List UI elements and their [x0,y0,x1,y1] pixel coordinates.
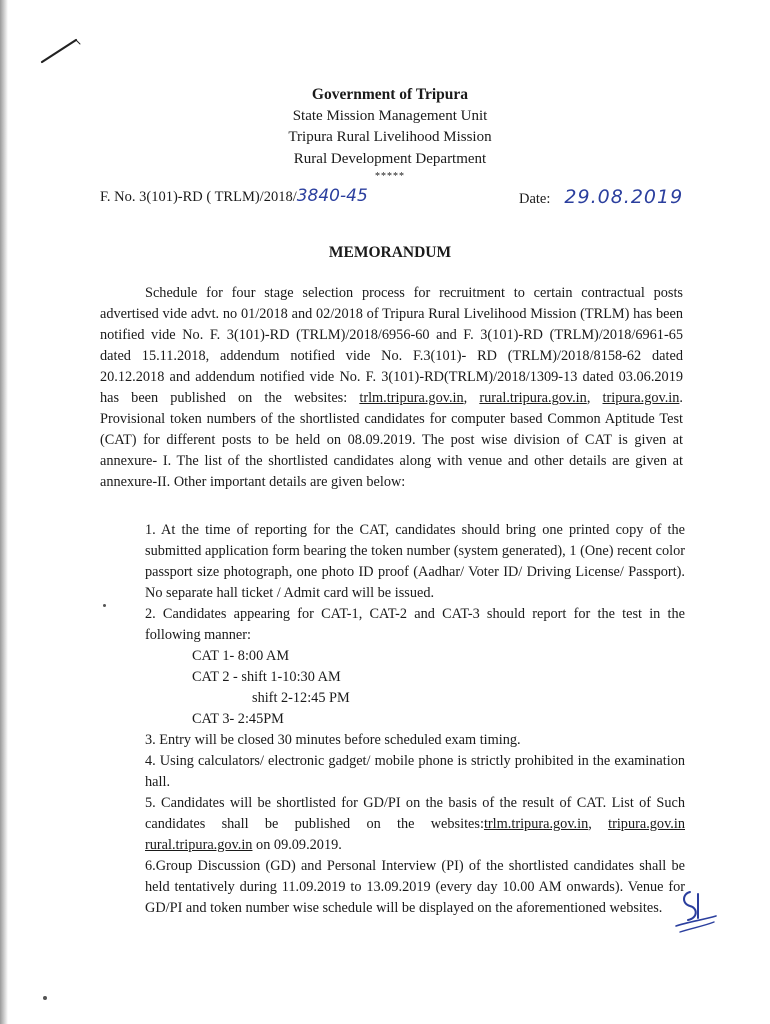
schedule-cat3: CAT 3- 2:45PM [192,711,284,727]
signature-icon [660,880,720,940]
government-title: Government of Tripura [311,86,469,103]
date-label: Date: [519,191,551,207]
separator-comma: , [588,816,609,832]
mission-name: Tripura Rural Livelihood Mission [288,129,492,145]
website-link-rural[interactable]: rural.tripura.gov.in [479,390,587,406]
body-paragraph [100,283,683,493]
handwritten-file-number: 3840-45 [296,186,368,206]
schedule-cat2-shift2: shift 2-12:45 PM [252,690,350,706]
item5-date: on 09.09.2019. [252,837,342,853]
schedule-cat2-shift1: CAT 2 - shift 1-10:30 AM [192,669,341,685]
list-item: 1. At the time of reporting for the CAT, candidates should bring one printed copy of the submitted application form bearing the token number (system generated), 1 (One) recent color passport size photograph, one photo ID proof (Aadhar/ Voter ID/ Driving License/ Passport). No separate hall ticket / Admit card will be issued. [145,522,685,601]
website-link-tripura[interactable]: tripura.gov.in [608,816,685,832]
website-link-tripura[interactable]: tripura.gov.in [602,390,680,406]
list-item [145,793,685,856]
list-item: 4. Using calculators/ electronic gadget/ mobile phone is strictly prohibited in the examination hall. [145,753,685,790]
separator: ***** [375,171,405,182]
schedule-cat1: CAT 1- 8:00 AM [192,648,290,664]
date-field [519,186,683,208]
item5-text: 5. Candidates will be shortlisted for GD/PI on the basis of the result of CAT. List of Such candidates shall be published on the websites: [145,795,685,832]
file-number [100,186,368,206]
website-link-trlm[interactable]: trlm.tripura.gov.in [359,390,464,406]
department-name: Rural Development Department [293,150,487,167]
list-item: 2. Candidates appearing for CAT-1, CAT-2 and CAT-3 should report for the test in the following manner: [145,606,685,643]
website-link-trlm[interactable]: trlm.tripura.gov.in [483,816,589,832]
handwritten-date: 29.08.2019 [564,186,684,208]
scan-speck [103,604,106,607]
instruction-list [145,520,685,919]
list-item: 6.Group Discussion (GD) and Personal Interview (PI) of the shortlisted candidates shall be held tentatively during 11.09.2019 to 13.09.2019 (every day 10.00 AM onwards). Venue for GD/PI and token number wise schedule will be displayed on the aforementioned websites. [145,858,685,916]
pen-mark-icon [36,32,86,72]
unit-name: State Mission Management Unit [292,107,488,124]
paragraph-text-2: . Provisional token numbers of the shortlisted candidates for computer based Common Aptitude Test (CAT) for different posts to be held on 08.09.2019. The post wise division of CAT is given at annexure- I. The list of the shortlisted candidates along with venue and other details are given at annexure-II. Other important details are given below: [100,390,683,490]
separator-comma: , [586,390,603,406]
paragraph-text-1: Schedule for four stage selection process for recruitment to certain contractual posts advertised vide advt. no 01/2018 and 02/2018 of Tripura Rural Livelihood Mission (TRLM) has been notified vide No. F. 3(101)-RD (TRLM)/2018/6956-60 and F. 3(101)-RD (TRLM)/2018/6961-65 dated 15.11.2018, addendum notified vide No. F.3(101)- RD (TRLM)/2018/8158-62 dated 20.12.2018 and addendum notified vide No. F. 3(101)-RD(TRLM)/2018/1309-13 dated 03.06.2019 has been published on the websites: [100,285,683,406]
memo-title: MEMORANDUM [328,244,452,261]
scan-speck [43,996,47,1000]
website-link-rural[interactable]: rural.tripura.gov.in [145,837,253,853]
separator-comma: , [463,390,480,406]
list-item: 3. Entry will be closed 30 minutes before scheduled exam timing. [145,732,521,748]
file-number-prefix: F. No. 3(101)-RD ( TRLM)/2018/ [100,189,297,205]
letterhead [0,84,770,184]
